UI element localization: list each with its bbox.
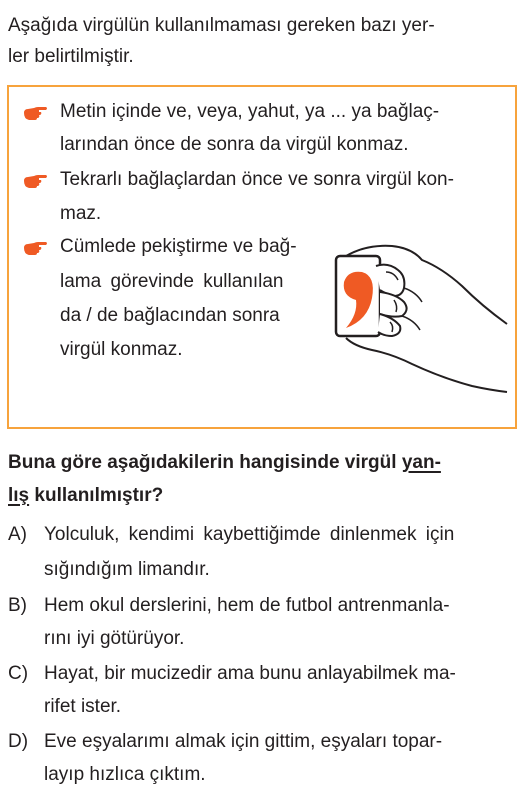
question-underlined-word: lış bbox=[8, 485, 30, 506]
rule-2-line-1: Tekrarlı bağlaçlardan önce ve sonra virgül kon- bbox=[60, 169, 454, 190]
question-underlined-word: yan- bbox=[401, 452, 441, 473]
rule-2-line-2: maz. bbox=[60, 203, 102, 224]
option-d-line-1[interactable]: Eve eşyalarımı almak için gittim, eşyaları topar- bbox=[44, 731, 443, 752]
option-c-line-2[interactable]: rifet ister. bbox=[44, 696, 122, 717]
question-line-1 bbox=[8, 451, 441, 475]
option-d-letter[interactable]: D) bbox=[8, 731, 29, 752]
hand-holding-comma-icon bbox=[332, 236, 512, 396]
pointing-hand-icon bbox=[22, 172, 48, 190]
question-line-2 bbox=[8, 484, 163, 508]
option-c-letter[interactable]: C) bbox=[8, 663, 29, 684]
rule-3-line-3: da / de bağlacından sonra bbox=[60, 305, 280, 326]
rule-1-line-2: larından önce de sonra da virgül konmaz. bbox=[60, 134, 409, 155]
question-text: kullanılmıştır? bbox=[29, 485, 164, 506]
pointing-hand-icon bbox=[22, 104, 48, 122]
intro-line-2: ler belirtilmiştir. bbox=[8, 46, 134, 67]
question-text: Buna göre aşağıdakilerin hangisinde virgül bbox=[8, 452, 402, 473]
option-c-line-1[interactable]: Hayat, bir mucizedir ama bunu anlayabilmek ma- bbox=[44, 663, 456, 684]
option-a-letter[interactable]: A) bbox=[8, 524, 27, 545]
option-b-line-1[interactable]: Hem okul derslerini, hem de futbol antrenmanla- bbox=[44, 595, 450, 616]
option-a-line-1[interactable]: Yolculuk, kendimi kaybettiğimde dinlenmek için bbox=[44, 524, 455, 545]
intro-line-1: Aşağıda virgülün kullanılmaması gereken bazı yer- bbox=[8, 15, 435, 36]
option-b-line-2[interactable]: rını iyi götürüyor. bbox=[44, 628, 185, 649]
option-a-line-2[interactable]: sığındığım limandır. bbox=[44, 559, 210, 580]
rule-3-line-1: Cümlede pekiştirme ve bağ- bbox=[60, 236, 297, 257]
option-b-letter[interactable]: B) bbox=[8, 595, 27, 616]
rule-3-line-4: virgül konmaz. bbox=[60, 339, 183, 360]
option-d-line-2[interactable]: layıp hızlıca çıktım. bbox=[44, 764, 206, 785]
rule-1-line-1: Metin içinde ve, veya, yahut, ya ... ya bağlaç- bbox=[60, 101, 440, 122]
pointing-hand-icon bbox=[22, 239, 48, 257]
rule-3-line-2: lama görevinde kullanılan bbox=[60, 271, 284, 292]
